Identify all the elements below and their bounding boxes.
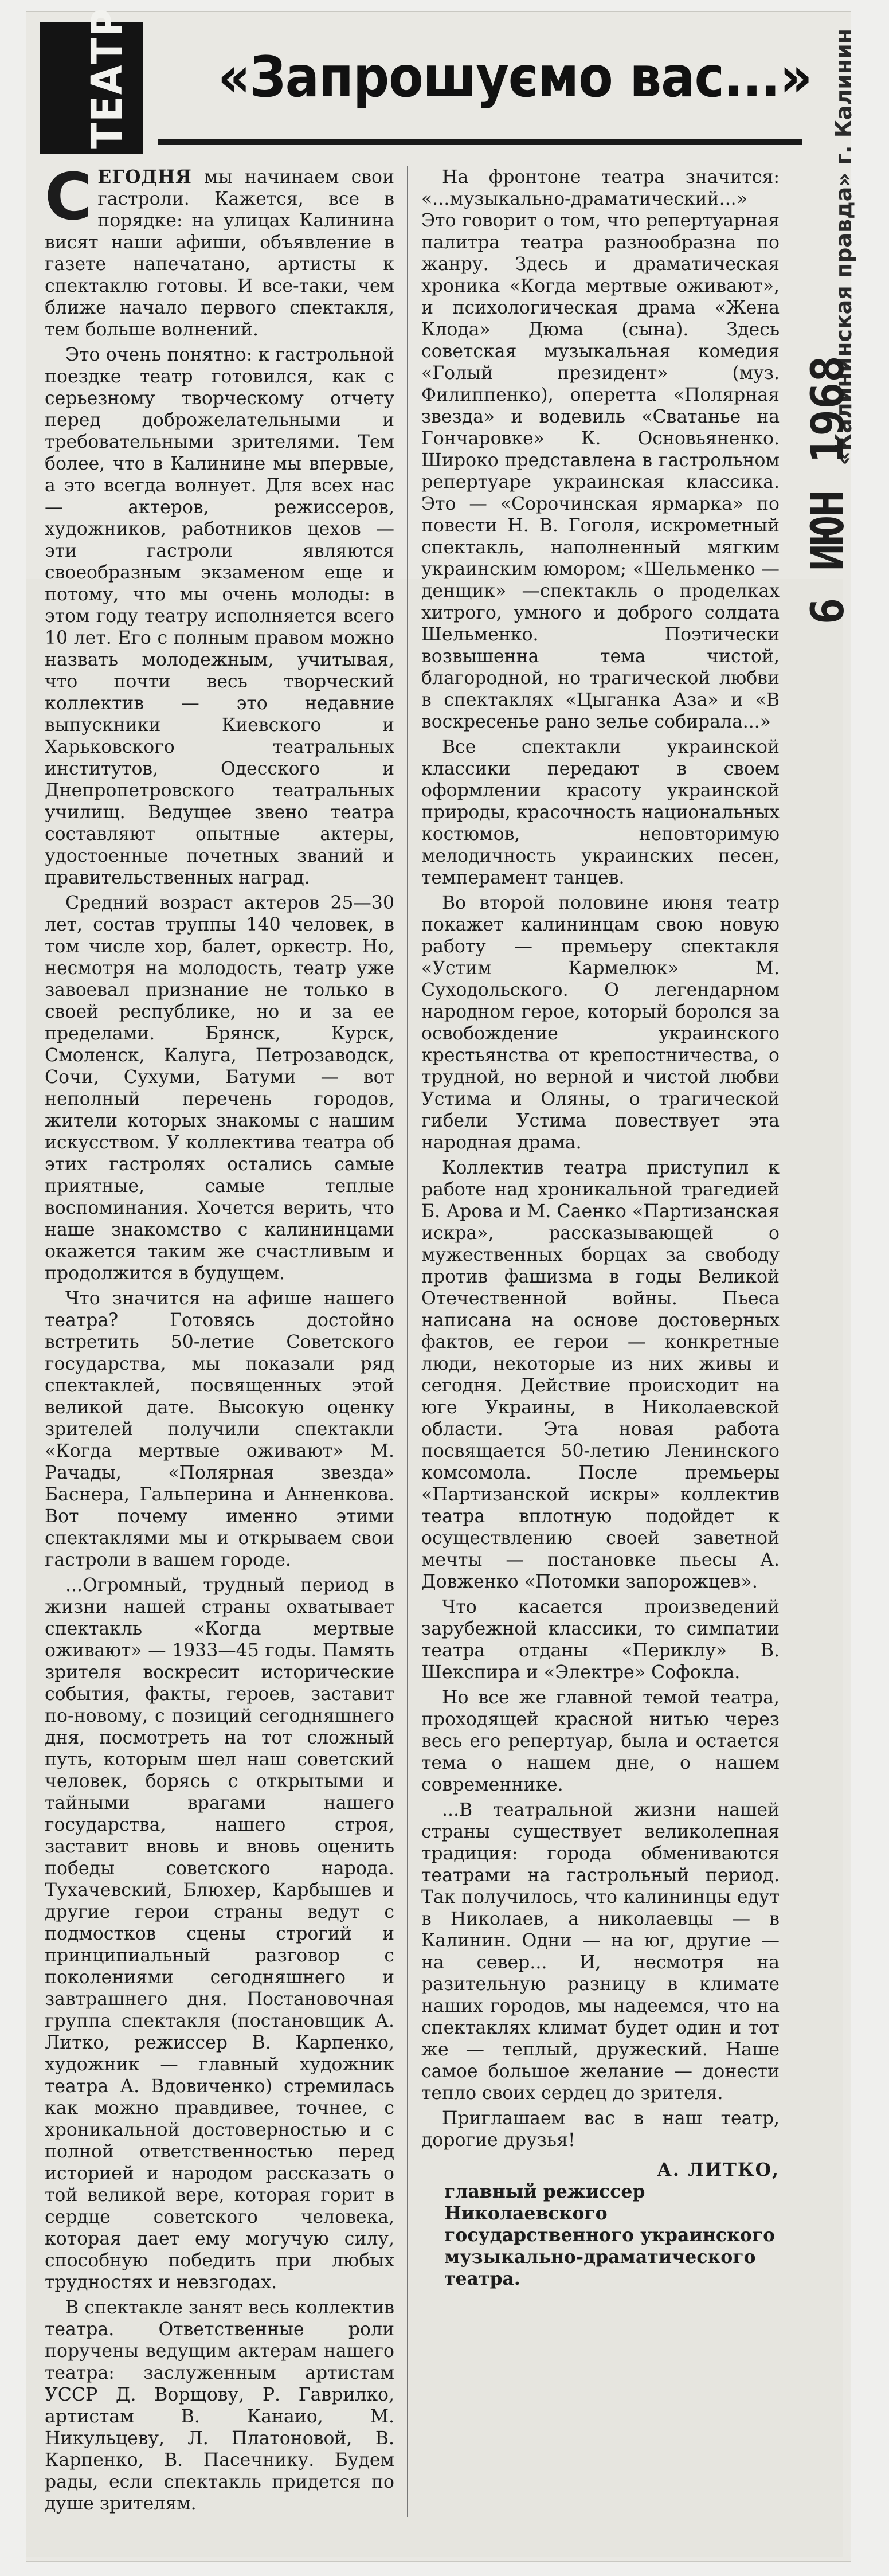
section-logo [40, 7, 143, 154]
signature [421, 2159, 780, 2290]
source-stamp [825, 23, 877, 466]
section-logo-text: ТЕАТР [83, 7, 132, 149]
masthead [40, 7, 812, 154]
paragraph: ...В театральной жизни нашей страны существует великолепная традиция: города обмениваются театрами на гастрольный период. Так получилось, что калининцы едут в Николаев, а николаевцы — в Калинин. Одни — на юг, другие — на север... И, несмотря на разительную разницу в климате наших городов, мы надеемся, что на спектаклях климат будет один и тот же — теплый, дружеский. Наше самое большое желание — донести тепло своих сердец до зрителя. [421, 1800, 780, 2104]
paragraph: На фронтоне театра значится: «...музыкально-драматический...» Это говорит о том, что репертуарная палитра театра разнообразна по жанру. Здесь и драматическая хроника «Когда мертвые оживают», и психологическая драма «Жена Клода» Дюма (сына). Здесь советская музыкальная комедия «Голый президент» (муз. Филиппенко), оперетта «Полярная звезда» и водевиль «Сватанье на Гончаровке» К. Основьяненко. Широко представлена в гастрольном репертуаре украинская классика. Это — «Сорочинская ярмарка» по повести Н. В. Гоголя, искрометный спектакль, наполненный мягким украинским юмором; «Шельменко — денщик» —спектакль о проделках хитрого, умного и доброго солдата Шельменко. Поэтически возвышенна тема чистой, благородной, но трагической любви в спектаклях «Цыганка Аза» и «В воскресенье рано зелье собирала...» [421, 167, 780, 732]
headline-rule [158, 139, 802, 145]
date-text: 6 ИЮН 1968 [802, 355, 854, 625]
dropcap: С [45, 160, 92, 234]
paragraph: Во второй половине июня театр покажет калининцам свою новую работу — премьеру спектакля «Устим Кармелюк» М. Суходольского. О легендарном народном герое, который боролся за освобождение украинского крестьянства от крепостничества, о трудной, но верной и чистой любви Устима и Оляны, о трагической гибели Устима повествует эта народная драма. [421, 893, 780, 1153]
author-name: А. ЛИТКО, [657, 2159, 780, 2180]
paragraph: Но все же главной темой театра, проходящей красной нитью через весь его репертуар, была и остается тема о нашем дне, о нашем современнике. [421, 1687, 780, 1795]
date-stamp [802, 355, 865, 625]
lead-caps: ЕГОДНЯ [97, 166, 192, 187]
paragraph: ...Огромный, трудный период в жизни нашей страны охватывает спектакль «Когда мертвые оживают» — 1933—45 годы. Память зрителя воскресит исторические события, факты, героев, заставит по-новому, с позиций сегодняшнего дня, посмотреть на тот сложный путь, которым шел наш советский человек, борясь с открытыми и тайными врагами нашего государства, нашего строя, заставит вновь и вновь оценить победы советского народа. Тухачевский, Блюхер, Карбышев и другие герои страны ведут с подмостков сцены строгий и принципиальный разговор с поколениями сегодняшнего и завтрашнего дня. Постановочная группа спектакля (постановщик А. Литко, режиссер В. Карпенко, художник — главный художник театра А. Вдовиченко) стремилась как можно правдивее, точнее, с хроникальной достоверностью и с полной ответственностью перед историей и народом рассказать о той великой вере, которая горит в сердце советского человека, которая дает ему могучую силу, способную победить при любых трудностях и невзгодах. [45, 1575, 394, 2293]
article-column-2 [421, 166, 780, 2290]
paragraph: Это очень понятно: к гастрольной поездке театр готовился, как с серьезному творческому отчету перед доброжелательными и требовательными зрителями. Тем более, что в Калинине мы впервые, а это всегда волнует. Для всех нас — актеров, режиссеров, художников, работников цехов — эти гастроли являются своеобразным экзаменом еще и потому, что мы очень молоды: в этом году театру исполняется всего 10 лет. Его с полным правом можно назвать молодежным, учитывая, что почти весь творческий коллектив — это недавние выпускники Киевского и Харьковского театральных институтов, Одесского и Днепропетровского театральных училищ. Ведущее звено театра составляют опытные актеры, удостоенные почетных званий и правительственных наград. [45, 345, 394, 888]
article-column-1 [45, 160, 395, 2515]
paragraph: Что значится на афише нашего театра? Готовясь достойно встретить 50-летие Советского государства, мы показали ряд спектаклей, посвященных этой великой дате. Высокую оценку зрителей получили спектакли «Когда мертвые оживают» М. Рачады, «Полярная звезда» Баснера, Гальперина и Анненкова. Вот почему именно этими спектаклями мы и открываем свои гастроли в вашем городе. [45, 1288, 394, 1570]
headline: «Запрошуємо вас...» [218, 45, 812, 110]
lead-paragraph [45, 160, 395, 341]
paragraph: Средний возраст актеров 25—30 лет, состав труппы 140 человек, в том числе хор, балет, оркестр. Но, несмотря на молодость, театр уже завоевал признание не только в своей республике, но и за ее пределами. Брянск, Курск, Смоленск, Калуга, Петрозаводск, Сочи, Сухуми, Батуми — вот неполный перечень городов, жители которых знакомы с нашим искусством. У коллектива театра об этих гастролях остались самые приятные, самые теплые воспоминания. Хочется верить, что наше знакомство с калининцами окажется таким же счастливым и продолжится в будущем. [45, 893, 394, 1284]
lead-text: мы начинаем свои гастроли. Кажется, все в порядке: на улицах Калинина висят наши афиши, объявление в газете напечатано, артисты к спектаклю готовы. И все-таки, чем ближе начало первого спектакля, тем больше волнений. [45, 167, 395, 340]
paragraph: Все спектакли украинской классики передают в своем оформлении красоту украинской природы, красочность национальных костюмов, неповторимую мелодичность украинских песен, темперамент танцев. [421, 737, 780, 888]
author-title: главный режиссер Николаевского государственного украинского музыкально-драматического театра. [444, 2181, 776, 2289]
paragraph: Что касается произведений зарубежной классики, то симпатии театра отданы «Периклу» В. Шекспира и «Электре» Софокла. [421, 1597, 780, 1683]
paragraph: Приглашаем вас в наш театр, дорогие друзья! [421, 2108, 780, 2151]
paragraph: В спектакле занят весь коллектив театра. Ответственные роли поручены ведущим актерам нашего театра: заслуженным артистам УССР Д. Ворщову, Р. Гаврилко, артистам В. Канаио, М. Никульцеву, Л. Платоновой, В. Карпенко, В. Пасечнику. Будем рады, если спектакль придется по душе зрителям. [45, 2297, 394, 2514]
paragraph: Коллектив театра приступил к работе над хроникальной трагедией Б. Арова и М. Саенко «Партизанская искра», рассказывающей о мужественных борцах за свободу против фашизма в годы Великой Отечественной войны. Пьеса написана на основе достоверных фактов, ее герои — конкретные люди, некоторые из них живы и сегодня. Действие происходит на юге Украины, в Николаевской области. Эта новая работа посвящается 50-летию Ленинского комсомола. После премьеры «Партизанской искры» коллектив театра вплотную подойдет к осуществлению своей заветной мечты — постановке пьесы А. Довженко «Потомки запорожцев». [421, 1158, 780, 1592]
source-text: «Калининская правда» г. Калинин [831, 29, 856, 466]
column-divider [407, 166, 408, 2517]
